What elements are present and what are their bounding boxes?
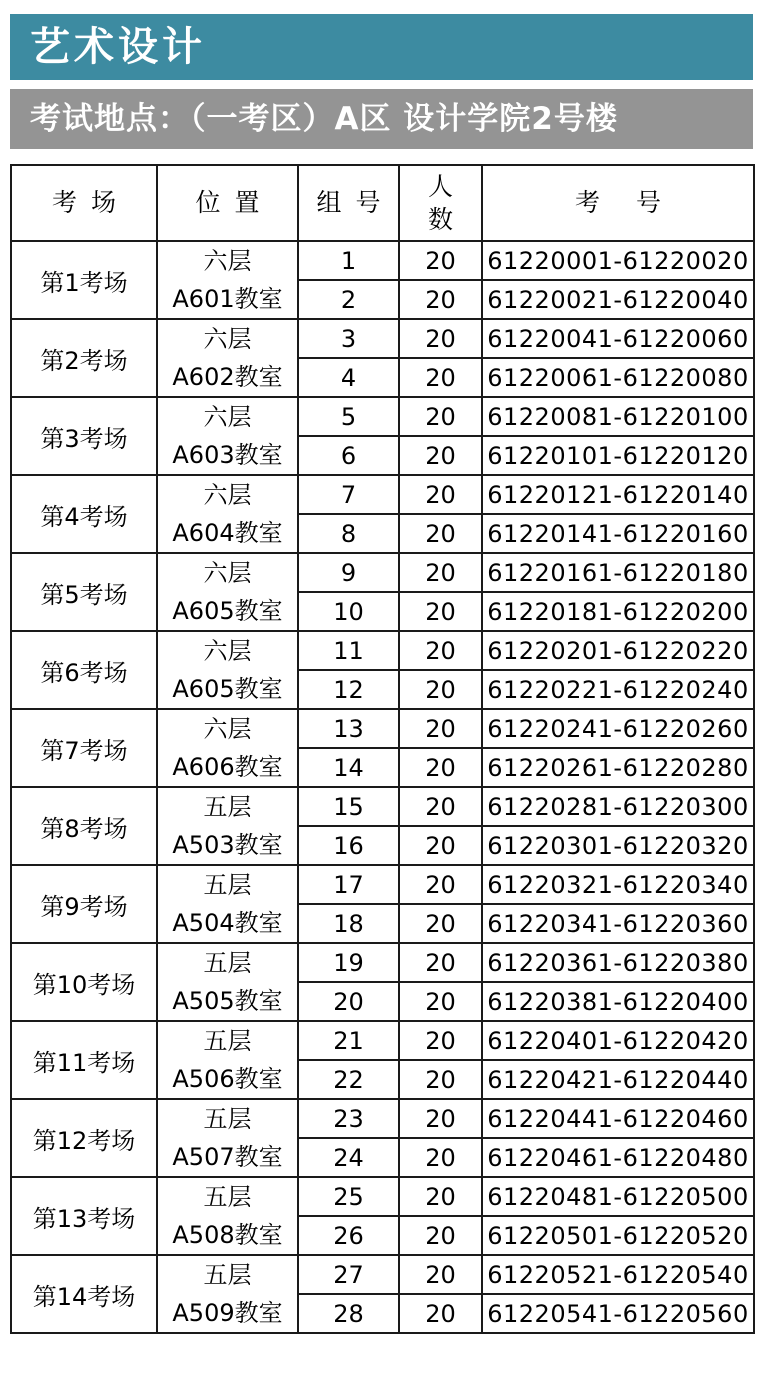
room-location [157,475,298,553]
student-count: 20 [399,280,482,319]
floor-label: 六层 [203,325,252,353]
classroom-label: A503教室 [172,831,283,859]
room-name: 第2考场 [11,319,157,397]
group-number: 18 [298,904,399,943]
classroom-label: A601教室 [172,285,283,313]
room-name: 第11考场 [11,1021,157,1099]
classroom-label: A504教室 [172,909,283,937]
group-number: 8 [298,514,399,553]
group-number: 25 [298,1177,399,1216]
room-location [157,865,298,943]
floor-label: 六层 [203,715,252,743]
table-row [11,865,754,904]
group-number: 6 [298,436,399,475]
student-count: 20 [399,748,482,787]
group-number: 21 [298,1021,399,1060]
floor-label: 五层 [203,871,252,899]
classroom-label: A602教室 [172,363,283,391]
header-exam-number: 考号 [482,165,754,241]
header-people-line-2: 数 [427,205,453,234]
student-count: 20 [399,982,482,1021]
exam-number-range: 61220461-61220480 [482,1138,754,1177]
student-count: 20 [399,436,482,475]
exam-number-range: 61220381-61220400 [482,982,754,1021]
table-body [11,241,754,1333]
header-people [399,165,482,241]
room-name: 第12考场 [11,1099,157,1177]
student-count: 20 [399,904,482,943]
student-count: 20 [399,670,482,709]
exam-number-range: 61220341-61220360 [482,904,754,943]
group-number: 23 [298,1099,399,1138]
student-count: 20 [399,1099,482,1138]
classroom-label: A508教室 [172,1221,283,1249]
room-name: 第7考场 [11,709,157,787]
room-location [157,1255,298,1333]
group-number: 28 [298,1294,399,1333]
exam-number-range: 61220081-61220100 [482,397,754,436]
room-name: 第1考场 [11,241,157,319]
exam-number-range: 61220001-61220020 [482,241,754,280]
group-number: 27 [298,1255,399,1294]
room-name: 第13考场 [11,1177,157,1255]
table-row [11,319,754,358]
room-location [157,1021,298,1099]
group-number: 7 [298,475,399,514]
student-count: 20 [399,865,482,904]
room-location [157,241,298,319]
title-bar [10,14,753,80]
room-location [157,319,298,397]
table-row [11,1021,754,1060]
student-count: 20 [399,709,482,748]
exam-number-range: 61220261-61220280 [482,748,754,787]
group-number: 16 [298,826,399,865]
floor-label: 六层 [203,247,252,275]
floor-label: 五层 [203,1027,252,1055]
classroom-label: A506教室 [172,1065,283,1093]
table-row [11,1255,754,1294]
student-count: 20 [399,1060,482,1099]
table-row [11,1099,754,1138]
exam-number-range: 61220181-61220200 [482,592,754,631]
student-count: 20 [399,358,482,397]
classroom-label: A605教室 [172,675,283,703]
group-number: 17 [298,865,399,904]
group-number: 4 [298,358,399,397]
room-name: 第9考场 [11,865,157,943]
classroom-label: A606教室 [172,753,283,781]
student-count: 20 [399,1255,482,1294]
classroom-label: A507教室 [172,1143,283,1171]
table-row [11,1177,754,1216]
exam-number-range: 61220161-61220180 [482,553,754,592]
table-row [11,241,754,280]
student-count: 20 [399,787,482,826]
room-name: 第5考场 [11,553,157,631]
exam-number-range: 61220481-61220500 [482,1177,754,1216]
exam-number-range: 61220301-61220320 [482,826,754,865]
table-row [11,787,754,826]
exam-number-range: 61220421-61220440 [482,1060,754,1099]
student-count: 20 [399,1216,482,1255]
room-location [157,397,298,475]
student-count: 20 [399,514,482,553]
room-name: 第8考场 [11,787,157,865]
room-name: 第4考场 [11,475,157,553]
group-number: 14 [298,748,399,787]
room-location [157,631,298,709]
room-location [157,709,298,787]
floor-label: 五层 [203,949,252,977]
floor-label: 五层 [203,793,252,821]
header-people-line-1: 人 [427,172,453,201]
student-count: 20 [399,1294,482,1333]
group-number: 9 [298,553,399,592]
student-count: 20 [399,1177,482,1216]
student-count: 20 [399,475,482,514]
location-bar [10,89,753,149]
group-number: 2 [298,280,399,319]
student-count: 20 [399,319,482,358]
exam-number-range: 61220021-61220040 [482,280,754,319]
group-number: 11 [298,631,399,670]
student-count: 20 [399,592,482,631]
room-name: 第14考场 [11,1255,157,1333]
student-count: 20 [399,826,482,865]
exam-number-range: 61220521-61220540 [482,1255,754,1294]
floor-label: 五层 [203,1105,252,1133]
group-number: 12 [298,670,399,709]
table-row [11,631,754,670]
exam-number-range: 61220101-61220120 [482,436,754,475]
page-title: 艺术设计 [30,24,206,70]
group-number: 20 [298,982,399,1021]
student-count: 20 [399,397,482,436]
classroom-label: A505教室 [172,987,283,1015]
room-location [157,787,298,865]
group-number: 13 [298,709,399,748]
exam-number-range: 61220061-61220080 [482,358,754,397]
group-number: 10 [298,592,399,631]
floor-label: 六层 [203,637,252,665]
group-number: 15 [298,787,399,826]
student-count: 20 [399,553,482,592]
floor-label: 五层 [203,1183,252,1211]
floor-label: 六层 [203,403,252,431]
exam-number-range: 61220501-61220520 [482,1216,754,1255]
group-number: 3 [298,319,399,358]
exam-number-range: 61220401-61220420 [482,1021,754,1060]
room-name: 第6考场 [11,631,157,709]
floor-label: 六层 [203,559,252,587]
room-location [157,943,298,1021]
student-count: 20 [399,943,482,982]
exam-number-range: 61220281-61220300 [482,787,754,826]
header-room: 考场 [11,165,157,241]
exam-number-range: 61220121-61220140 [482,475,754,514]
table-row [11,709,754,748]
exam-number-range: 61220141-61220160 [482,514,754,553]
exam-schedule-table [10,164,755,1334]
student-count: 20 [399,1021,482,1060]
group-number: 1 [298,241,399,280]
exam-location: 考试地点：（一考区）A区 设计学院2号楼 [30,101,618,137]
exam-number-range: 61220541-61220560 [482,1294,754,1333]
student-count: 20 [399,631,482,670]
classroom-label: A603教室 [172,441,283,469]
group-number: 26 [298,1216,399,1255]
room-location [157,553,298,631]
floor-label: 五层 [203,1261,252,1289]
header-group: 组号 [298,165,399,241]
room-location [157,1177,298,1255]
room-name: 第3考场 [11,397,157,475]
exam-number-range: 61220041-61220060 [482,319,754,358]
exam-number-range: 61220321-61220340 [482,865,754,904]
table-row [11,553,754,592]
group-number: 19 [298,943,399,982]
group-number: 24 [298,1138,399,1177]
room-location [157,1099,298,1177]
group-number: 22 [298,1060,399,1099]
group-number: 5 [298,397,399,436]
classroom-label: A605教室 [172,597,283,625]
exam-number-range: 61220361-61220380 [482,943,754,982]
exam-number-range: 61220201-61220220 [482,631,754,670]
student-count: 20 [399,1138,482,1177]
classroom-label: A509教室 [172,1299,283,1327]
table-row [11,475,754,514]
table-row [11,943,754,982]
exam-number-range: 61220441-61220460 [482,1099,754,1138]
student-count: 20 [399,241,482,280]
header-location: 位置 [157,165,298,241]
table-header-row [11,165,754,241]
room-name: 第10考场 [11,943,157,1021]
table-row [11,397,754,436]
floor-label: 六层 [203,481,252,509]
exam-number-range: 61220221-61220240 [482,670,754,709]
exam-number-range: 61220241-61220260 [482,709,754,748]
classroom-label: A604教室 [172,519,283,547]
